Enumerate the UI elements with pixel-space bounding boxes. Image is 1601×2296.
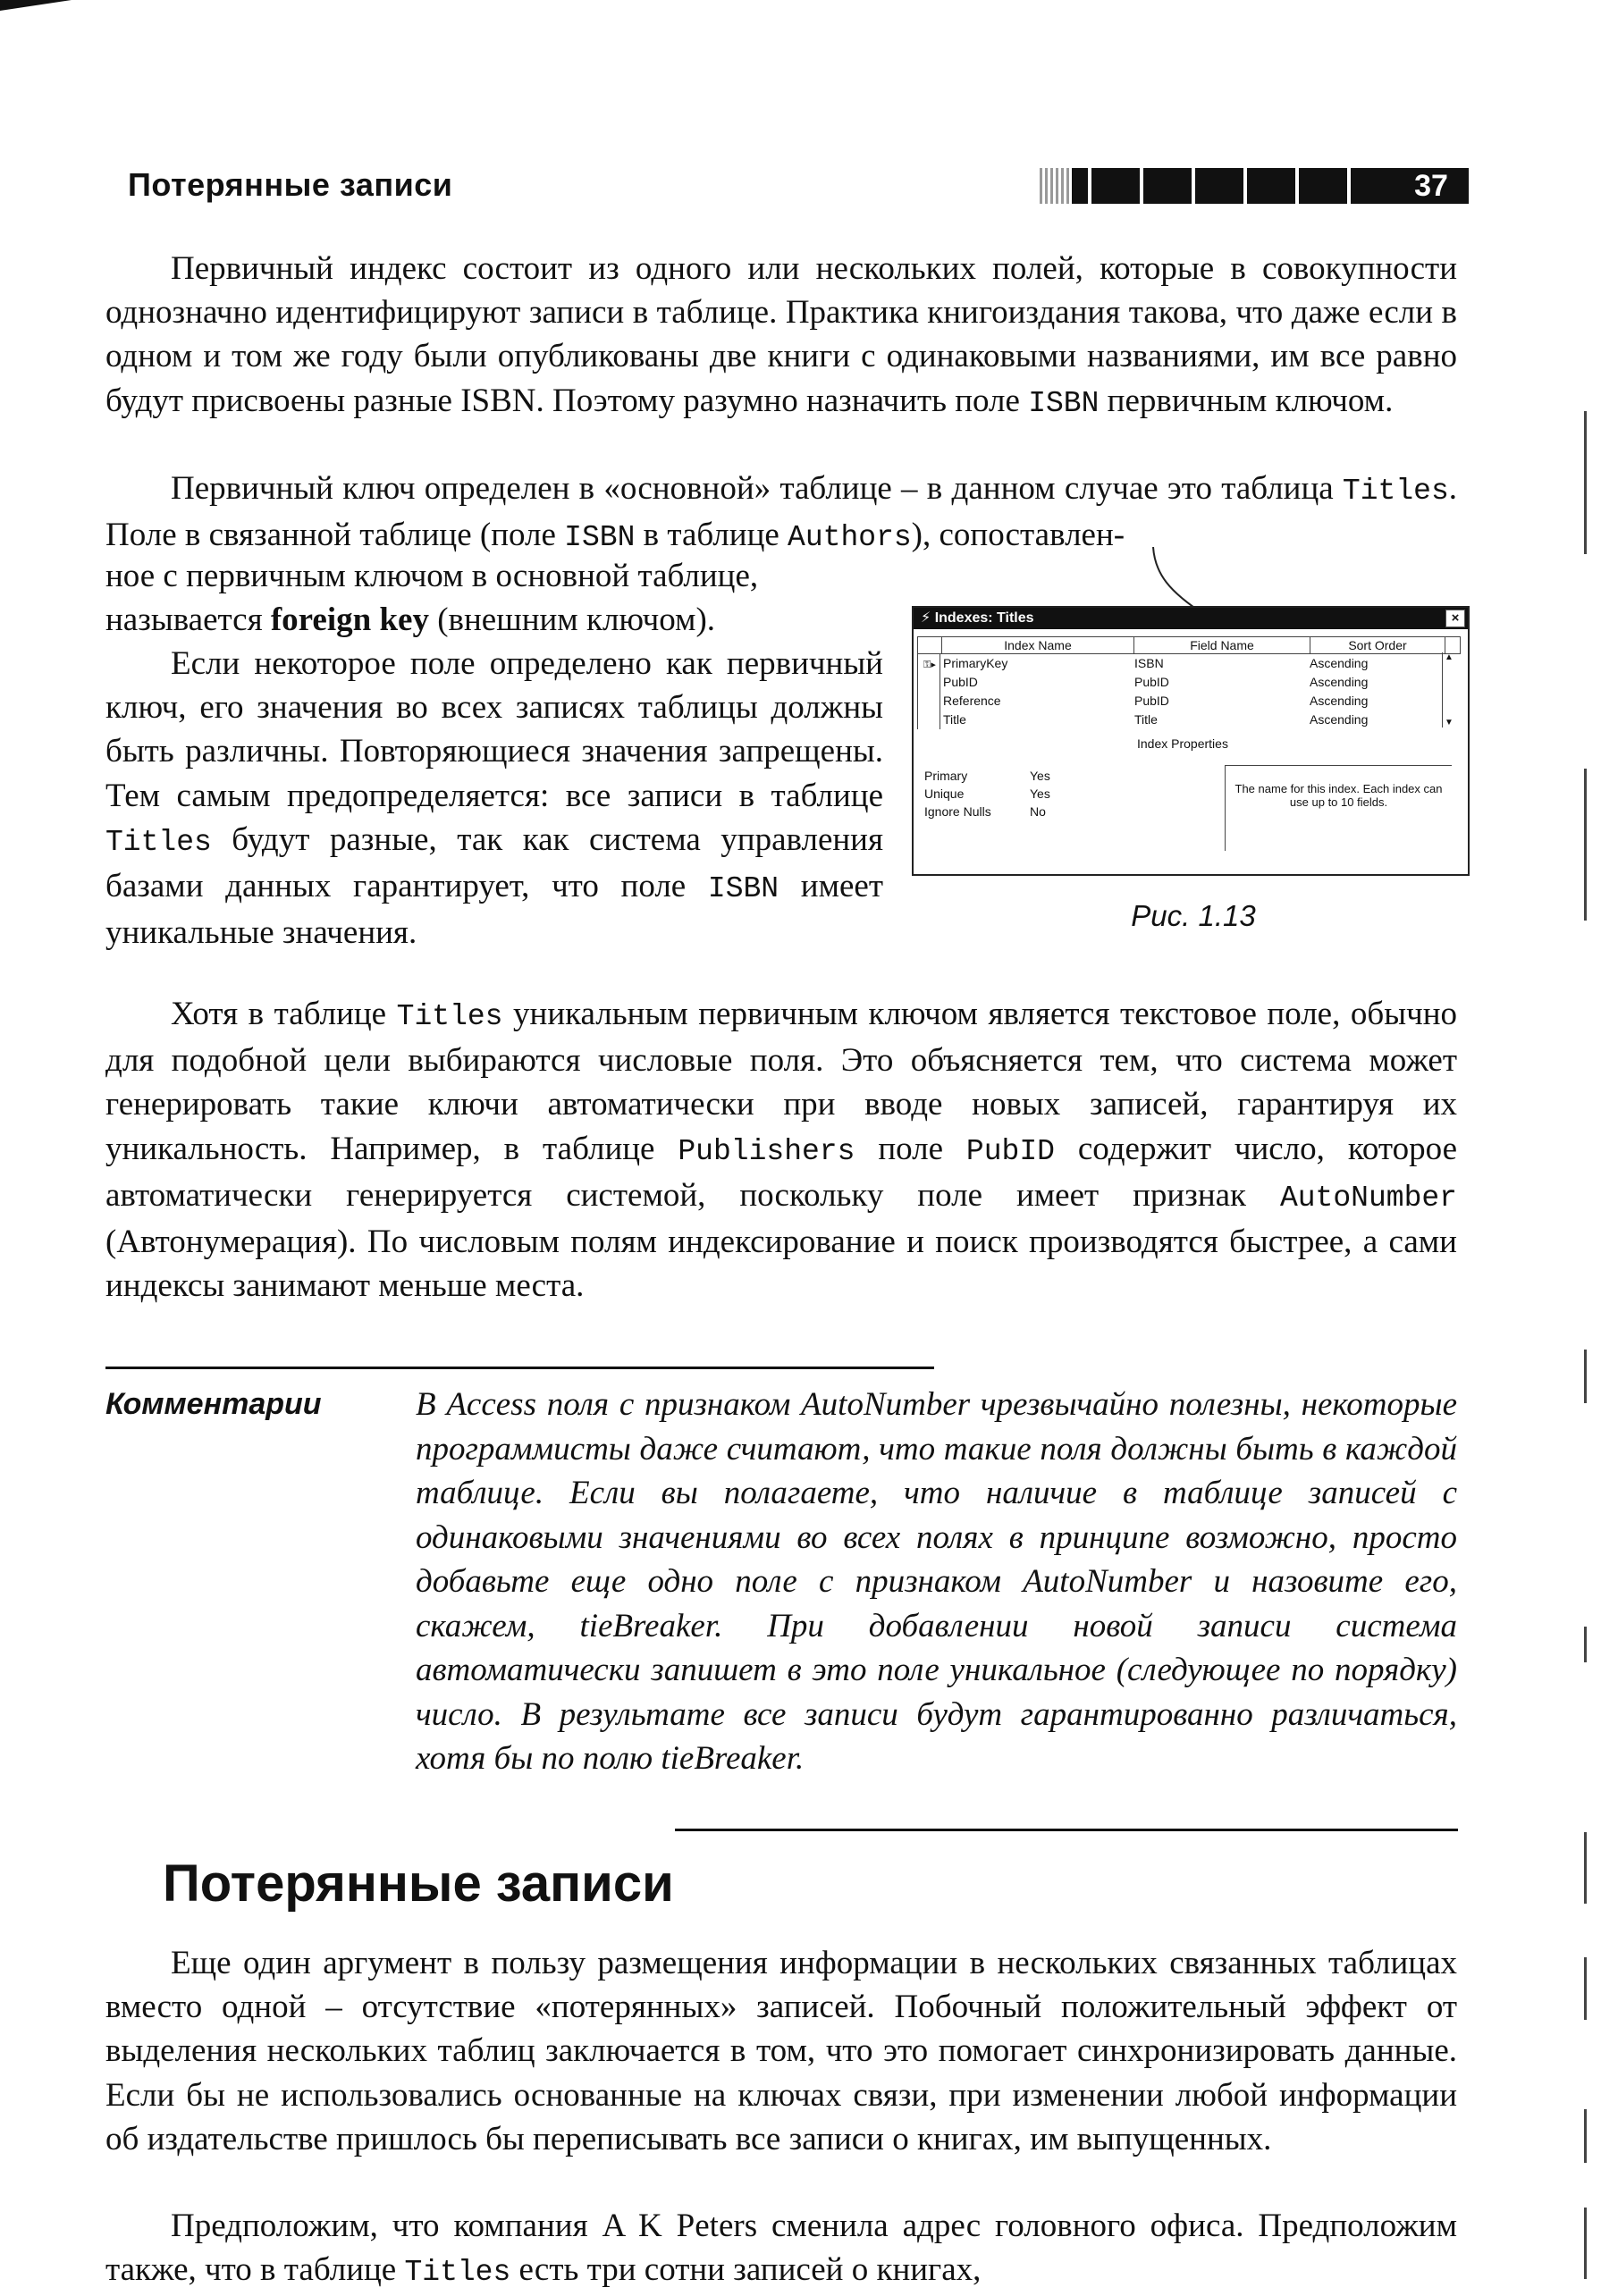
margin-change-bar xyxy=(1584,2208,1587,2279)
text-run: Первичный ключ определен в «основной» таблице – в данном случае это таблица xyxy=(171,470,1343,507)
paragraph-primary-key-1 xyxy=(105,467,1457,559)
margin-change-bar xyxy=(1584,1627,1587,1662)
cell-sort-order[interactable]: Ascending xyxy=(1310,675,1369,689)
cell-field-name[interactable]: ISBN xyxy=(1134,656,1164,670)
text-run: уникальным первичным ключом является текстовое поле, обычно для подобной цели выбираются числовые поля. Это объясняется тем, что система может генерировать такие ключи автоматически при вводе новых записей, гарантируя их уникальность. Например, в таблице xyxy=(105,996,1457,1167)
code-pubid: PubID xyxy=(965,1134,1055,1168)
running-head-bar-fade xyxy=(1040,168,1072,204)
text-run: Предположим, что компания A K Peters сменила адрес головного офиса. Предположим также, что в таблице xyxy=(105,2208,1457,2289)
cell-field-name[interactable]: PubID xyxy=(1134,694,1169,708)
index-table xyxy=(917,636,1461,729)
row-selector-header xyxy=(918,637,942,653)
close-icon[interactable]: × xyxy=(1445,610,1465,627)
margin-change-bar xyxy=(1584,1957,1587,2020)
code-autonumber: AutoNumber xyxy=(1279,1181,1457,1215)
margin-change-bar xyxy=(1584,1350,1587,1403)
paragraph-example xyxy=(105,2204,1457,2294)
code-isbn: ISBN xyxy=(564,521,636,555)
text-run: содержит число, которое автоматически генерируется системой, поскольку поле имеет признак xyxy=(105,1130,1457,1214)
table-row[interactable] xyxy=(917,654,1461,673)
column-header-sort-order[interactable]: Sort Order xyxy=(1310,637,1445,653)
index-properties xyxy=(924,767,1050,820)
cell-index-name[interactable]: PrimaryKey xyxy=(943,656,1008,670)
scroll-down-icon[interactable]: ▼ xyxy=(1445,718,1454,727)
page-number: 37 xyxy=(1394,168,1469,204)
paragraph-foreign-key xyxy=(105,554,883,642)
text-run: Хотя в таблице xyxy=(171,996,397,1032)
figure-indexes-dialog xyxy=(912,606,1475,933)
cell-field-name[interactable]: PubID xyxy=(1134,675,1169,689)
comment-text: В Access поля с признаком AutoNumber чрезвычайно полезны, некоторые программисты даже считают, что такие поля должны быть в каждой таблице. Если вы полагаете, что наличие в таблице записей с одинаковыми значениями во всех полях в принципе возможно, просто добавьте еще одно поле с признаком AutoNumber и назовите его, скажем, tieBreaker. При добавлении новой записи система автоматически запишет в это поле уникальное (следующее по порядку) число. В результате все записи будут гарантированно различаться, хотя бы по полю tieBreaker. xyxy=(416,1386,1457,1777)
code-authors: Authors xyxy=(788,521,912,555)
running-head xyxy=(128,166,1469,207)
column-header-index-name[interactable]: Index Name xyxy=(942,637,1134,653)
property-row[interactable] xyxy=(924,803,1050,820)
property-value[interactable]: Yes xyxy=(1030,786,1050,801)
cell-sort-order[interactable]: Ascending xyxy=(1310,656,1369,670)
cell-index-name[interactable]: Reference xyxy=(943,694,1001,708)
comment-label: Комментарии xyxy=(105,1387,322,1421)
margin-change-bar xyxy=(1584,1832,1587,1904)
text-run: Первичный индекс состоит из одного или нескольких полей, которые в совокупности однозначно идентифицируют записи в таблице. Практика книгоиздания такова, что даже если в одном и том же году были опубликованы две книги с одинаковыми названиями, им все равно будут присвоены разные ISBN. Поэтому разумно назначить поле xyxy=(105,250,1457,419)
paragraph-numeric-keys xyxy=(105,992,1457,1308)
text-run: ), сопоставлен- xyxy=(911,517,1125,554)
property-name: Primary xyxy=(924,769,968,783)
code-titles: Titles xyxy=(105,825,212,859)
column-header-field-name[interactable]: Field Name xyxy=(1134,637,1310,653)
paragraph-lost-records: Еще один аргумент в пользу размещения информации в нескольких связанных таблицах вместо одной – отсутствие «потерянных» записей. Побочный положительный эффект от выделения нескольких таблиц заключается в том, что это помогает синхронизировать данные. Если бы не использовались основанные на ключах связи, при изменении любой информации об издательстве пришлось бы переписывать все записи о книгах, им выпущенных. xyxy=(105,1945,1457,2157)
paragraph-primary-index xyxy=(105,247,1457,425)
vertical-scrollbar[interactable] xyxy=(1442,652,1459,727)
text-run: . Поле в связанной таблице (поле xyxy=(105,470,1457,554)
property-value[interactable]: Yes xyxy=(1030,769,1050,783)
code-isbn: ISBN xyxy=(707,872,779,906)
property-name: Unique xyxy=(924,786,965,801)
section-heading: Потерянные записи xyxy=(163,1854,674,1913)
cell-index-name[interactable]: PubID xyxy=(943,675,978,689)
row-selector[interactable] xyxy=(917,711,940,729)
scroll-up-icon[interactable]: ▲ xyxy=(1445,652,1454,662)
help-text: The name for this index. Each index can use up to 10 fields. xyxy=(1225,765,1452,851)
term-foreign-key: foreign key xyxy=(270,601,429,639)
text-run: в таблице xyxy=(635,517,788,554)
text-run: поле xyxy=(855,1130,966,1167)
property-row[interactable] xyxy=(924,785,1050,803)
index-table-header xyxy=(917,636,1461,654)
table-row[interactable] xyxy=(917,673,1461,692)
table-row[interactable] xyxy=(917,692,1461,711)
code-isbn: ISBN xyxy=(1028,386,1100,420)
window-titlebar xyxy=(914,608,1468,629)
key-icon: ⚿▸ xyxy=(917,654,940,673)
code-publishers: Publishers xyxy=(678,1134,855,1168)
margin-change-bar xyxy=(1584,769,1587,921)
window-title: Indexes: Titles xyxy=(934,610,1034,626)
text-run: (внешним ключом). xyxy=(428,601,716,639)
cell-sort-order[interactable]: Ascending xyxy=(1310,694,1369,708)
cell-field-name[interactable]: Title xyxy=(1134,712,1158,727)
cell-sort-order[interactable]: Ascending xyxy=(1310,712,1369,727)
figure-caption: Рис. 1.13 xyxy=(1131,899,1256,932)
text-run: Если некоторое поле определено как первичный ключ, его значения во всех записях таблицы должны быть различны. Повторяющиеся значения запрещены. Тем самым предопределяется: все записи в таблице xyxy=(105,645,883,814)
margin-change-bar xyxy=(1584,2109,1587,2163)
text-run: ное с первичным ключом в основной таблице, называется xyxy=(105,558,759,639)
property-row[interactable] xyxy=(924,767,1050,785)
text-run: имеет уникальные значения. xyxy=(105,868,883,952)
cell-index-name[interactable]: Title xyxy=(943,712,966,727)
running-head-bar xyxy=(1040,168,1469,204)
page-corner-mark xyxy=(0,0,72,11)
code-titles: Titles xyxy=(404,2256,511,2290)
paragraph-uniqueness xyxy=(105,642,883,955)
text-run: будут разные, так как система управления базами данных гарантирует, что поле xyxy=(105,820,883,905)
indexes-window xyxy=(912,606,1470,876)
text-run: есть три сотни записей о книгах, xyxy=(510,2251,982,2289)
code-titles: Titles xyxy=(1342,475,1449,508)
comment-rule-top xyxy=(105,1367,934,1369)
index-properties-label: Index Properties xyxy=(1137,736,1228,751)
property-value[interactable]: No xyxy=(1030,804,1046,819)
row-selector[interactable] xyxy=(917,692,940,711)
comment-rule-bottom xyxy=(675,1829,1458,1831)
text-run: (Автонумерация). По числовым полям индексирование и поиск производятся быстрее, а сами индексы занимают меньше места. xyxy=(105,1224,1457,1305)
row-selector[interactable] xyxy=(917,673,940,692)
code-titles: Titles xyxy=(396,1000,503,1033)
margin-change-bar xyxy=(1584,411,1587,554)
table-row[interactable] xyxy=(917,711,1461,729)
property-name: Ignore Nulls xyxy=(924,804,991,819)
lightning-icon: ⚡ xyxy=(921,610,931,626)
text-run: первичным ключом. xyxy=(1099,382,1394,419)
running-head-title: Потерянные записи xyxy=(128,166,453,203)
